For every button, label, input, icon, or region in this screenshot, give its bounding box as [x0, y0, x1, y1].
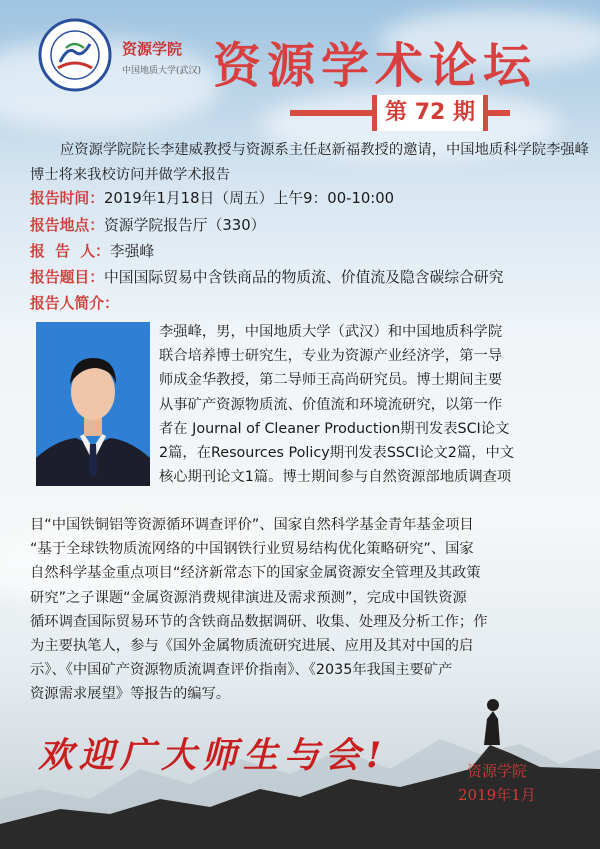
issue-number: 第 72 期	[372, 95, 488, 131]
detail-label: 报告人简介：	[30, 295, 119, 312]
bio-side-text	[159, 320, 587, 489]
detail-value: 资源学院报告厅（330）	[104, 217, 266, 234]
bio-line: 为主要执笔人，参与《国外金属物质流研究进展、应用及其对中国的启	[30, 638, 474, 655]
footer-date: 2019年1月	[458, 786, 536, 804]
detail-value: 李强峰	[109, 243, 155, 260]
bio-line: 师成金华教授，第二导师王高尚研究员。博士期间主要	[159, 372, 503, 389]
detail-value: 2019年1月18日（周五）上午9：00-10:00	[104, 190, 395, 207]
speaker-photo	[36, 322, 150, 486]
footer-organizer: 资源学院	[467, 762, 528, 780]
bio-full-text	[30, 513, 590, 707]
detail-row-time	[30, 187, 590, 211]
school-subtitle: 中国地质大学(武汉)	[122, 66, 202, 76]
bio-line: 目“中国铁铜铝等资源循环调查评价”、国家自然科学基金青年基金项目	[30, 517, 474, 533]
bio-line: 从事矿产资源物质流、价值流和环境流研究，以第一作	[159, 396, 503, 413]
detail-row-speaker	[30, 240, 590, 264]
bio-line: 联合培养博士研究生，专业为资源产业经济学，第一导	[159, 348, 503, 365]
school-name: 资源学院	[122, 40, 183, 58]
issue-frame	[372, 95, 488, 131]
detail-row-topic	[30, 266, 590, 290]
detail-value: 中国国际贸易中含铁商品的物质流、价值流及隐含碳综合研究	[104, 269, 504, 286]
bio-line: 李强峰，男，中国地质大学（武汉）和中国地质科学院	[159, 324, 503, 340]
university-logo	[38, 18, 112, 92]
bio-line: “基于全球铁物质流网络的中国钢铁行业贸易结构优化策略研究”、国家	[30, 541, 474, 558]
detail-label: 报告时间：	[30, 190, 104, 207]
detail-label: 报 告 人：	[30, 243, 110, 260]
bio-line: 自然科学基金重点项目“经济新常态下的国家金属资源安全管理及其政策	[30, 565, 481, 582]
bio-line: 研究”之子课题“金属资源消费规律演进及需求预测”，完成中国铁资源	[30, 589, 467, 606]
bio-line: 示》、《中国矿产资源物质流调查评价指南》、《2035年我国主要矿产	[30, 662, 453, 679]
bio-line: 核心期刊论文1篇。博士期间参与自然资源部地质调查项	[159, 469, 512, 486]
bio-line: 者在 Journal of Cleaner Production期刊发表SCI论文	[159, 420, 510, 437]
forum-title: 资源学术论坛	[213, 38, 538, 94]
detail-label: 报告地点：	[30, 217, 104, 234]
detail-label: 报告题目：	[30, 269, 104, 286]
bio-line: 循环调查国际贸易环节的含铁商品数据调研、收集、处理及分析工作；作	[30, 613, 488, 630]
detail-row-bio-heading	[30, 292, 590, 316]
detail-row-venue	[30, 214, 590, 238]
bio-line: 2篇，在Resources Policy期刊发表SSCI论文2篇，中文	[159, 445, 515, 462]
invitation-text: 应资源学院院长李建威教授与资源系主任赵新福教授的邀请，中国地质科学院李强峰博士将来我校访问并做学术报告	[30, 142, 589, 183]
welcome-slogan: 欢迎广大师生与会!	[38, 735, 388, 776]
bio-line: 资源需求展望》等报告的编写。	[30, 686, 231, 703]
